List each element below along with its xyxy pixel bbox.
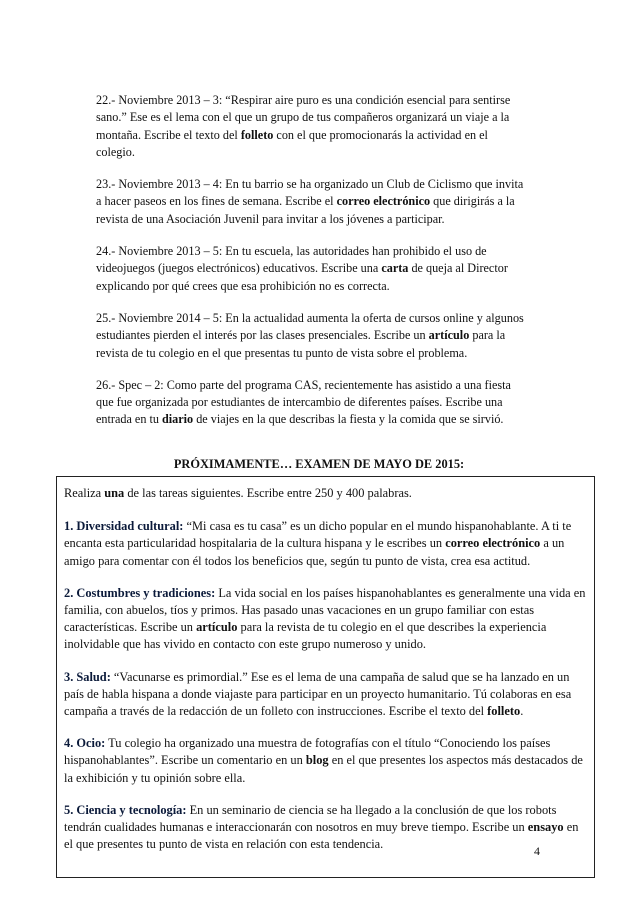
task-text: de viajes en la que describas la fiesta y la comida que se sirvió. (193, 412, 504, 427)
section-heading: PRÓXIMAMENTE… EXAMEN DE MAYO DE 2015: (173, 457, 465, 471)
task-item-25 (96, 310, 526, 362)
task-item-26 (96, 377, 526, 429)
task-text: que dirigirás a la revista de una Asociación Juvenil para invitar a los jóvenes a participar. (96, 194, 515, 226)
exam-task-keyword: artículo (196, 620, 238, 635)
task-text: de queja al Director explicando por qué crees que esa prohibición no es correcta. (96, 261, 508, 293)
task-text: 22.- Noviembre 2013 – 3: “Respirar aire puro es una condición esencial para sentirse sano.” Ese es el lema con el que un grupo de tus compañeros organizará un viaje a la montaña. Escribe el texto del (96, 93, 511, 142)
exam-task-text: en el que presentes los aspectos más destacados de la exhibición y tu opinión sobre ella. (64, 753, 583, 785)
instruction-keyword: una (104, 486, 125, 500)
exam-task-keyword: blog (305, 753, 329, 768)
exam-instructions (64, 485, 587, 502)
exam-task-text: “Vacunarse es primordial.” Ese es el lema de una campaña de salud que se ha lanzado en un país de habla hispana a donde viajaste para participar en un proyecto humanitario. Tú colaboras en esa campaña a través de la redacción de un folleto con instrucciones. Escribe el texto del (64, 669, 572, 719)
exam-task-text: en el que presentes tu punto de vista en relación con esta tendencia. (64, 820, 579, 852)
exam-task-text: para la revista de tu colegio en el que describes la experiencia inolvidable que has vivido en contacto con este grupo numeroso y unido. (64, 620, 547, 652)
exam-task-text: . (520, 704, 524, 719)
exam-task-keyword: ensayo (527, 820, 564, 835)
task-keyword: diario (161, 412, 194, 427)
exam-task-text: Tu colegio ha organizado una muestra de fotografías con el título “Conociendo los países hispanohablantes”. Escribe un comentario en un (64, 736, 551, 768)
exam-task-keyword: folleto (487, 704, 521, 719)
exam-task-text: a un amigo para comentar con él todos los beneficios que, según tu punto de vista, crea esa actitud. (64, 536, 565, 568)
task-item-23 (96, 176, 526, 228)
exam-task-title: 5. Ciencia y tecnología: (64, 802, 187, 817)
exam-task-text: “Mi casa es tu casa” es un dicho popular en el mundo hispanohablante. A ti te encanta esta particularidad hospitalaria de la cultura hispana y le escribes un (64, 519, 572, 551)
exam-box (56, 476, 595, 878)
task-keyword: carta (381, 261, 409, 276)
task-item-22 (96, 92, 526, 161)
exam-task-4 (64, 735, 587, 787)
exam-task-title: 4. Ocio: (64, 736, 106, 751)
instruction-text: de las tareas siguientes. Escribe entre 250 y 400 palabras. (124, 486, 412, 500)
exam-task-5 (64, 802, 587, 854)
task-text: 26.- Spec – 2: Como parte del programa CAS, recientemente has asistido a una fiesta que fue organizada por estudiantes de intercambio de diferentes países. Escribe una entrada en tu (96, 377, 511, 427)
exam-task-3 (64, 669, 587, 721)
exam-task-keyword: correo electrónico (445, 536, 541, 551)
exam-task-title: 1. Diversidad cultural: (64, 519, 184, 534)
task-item-24 (96, 243, 526, 295)
task-keyword: correo electrónico (336, 194, 431, 209)
task-text: 23.- Noviembre 2013 – 4: En tu barrio se ha organizado un Club de Ciclismo que invita a hacer paseos en los fines de semana. Escribe el (96, 177, 524, 209)
task-text: con el que promocionarás la actividad en el colegio. (96, 127, 488, 159)
exam-task-text: La vida social en los países hispanohablantes es generalmente una vida en familia, con abuelos, tíos y primos. Has pasado unas vacaciones en un grupo familiar con estas características. Escribe un (64, 585, 586, 635)
task-text: 25.- Noviembre 2014 – 5: En la actualidad aumenta la oferta de cursos online y algunos estudiantes pierden el interés por las clases presenciales. Escribe un (96, 310, 524, 343)
task-keyword: folleto (240, 127, 274, 142)
instruction-text: Realiza (64, 486, 105, 500)
task-text: para la revista de tu colegio en el que presentas tu punto de vista sobre el problema. (96, 328, 506, 360)
exam-task-text: En un seminario de ciencia se ha llegado a la conclusión de que los robots tendrán cualidades humanas e interaccionarán con nosotros en muy breve tiempo. Escribe un (64, 802, 557, 835)
task-text: 24.- Noviembre 2013 – 5: En tu escuela, las autoridades han prohibido el uso de videojuegos (juegos electrónicos) educativos. Escribe una (96, 244, 487, 276)
exam-task-title: 2. Costumbres y tradiciones: (64, 585, 216, 600)
exam-task-title: 3. Salud: (64, 669, 111, 684)
page-number: 4 (534, 844, 540, 858)
task-list (96, 92, 526, 444)
exam-task-1 (64, 518, 587, 570)
task-keyword: artículo (428, 328, 470, 343)
exam-task-2 (64, 585, 587, 654)
